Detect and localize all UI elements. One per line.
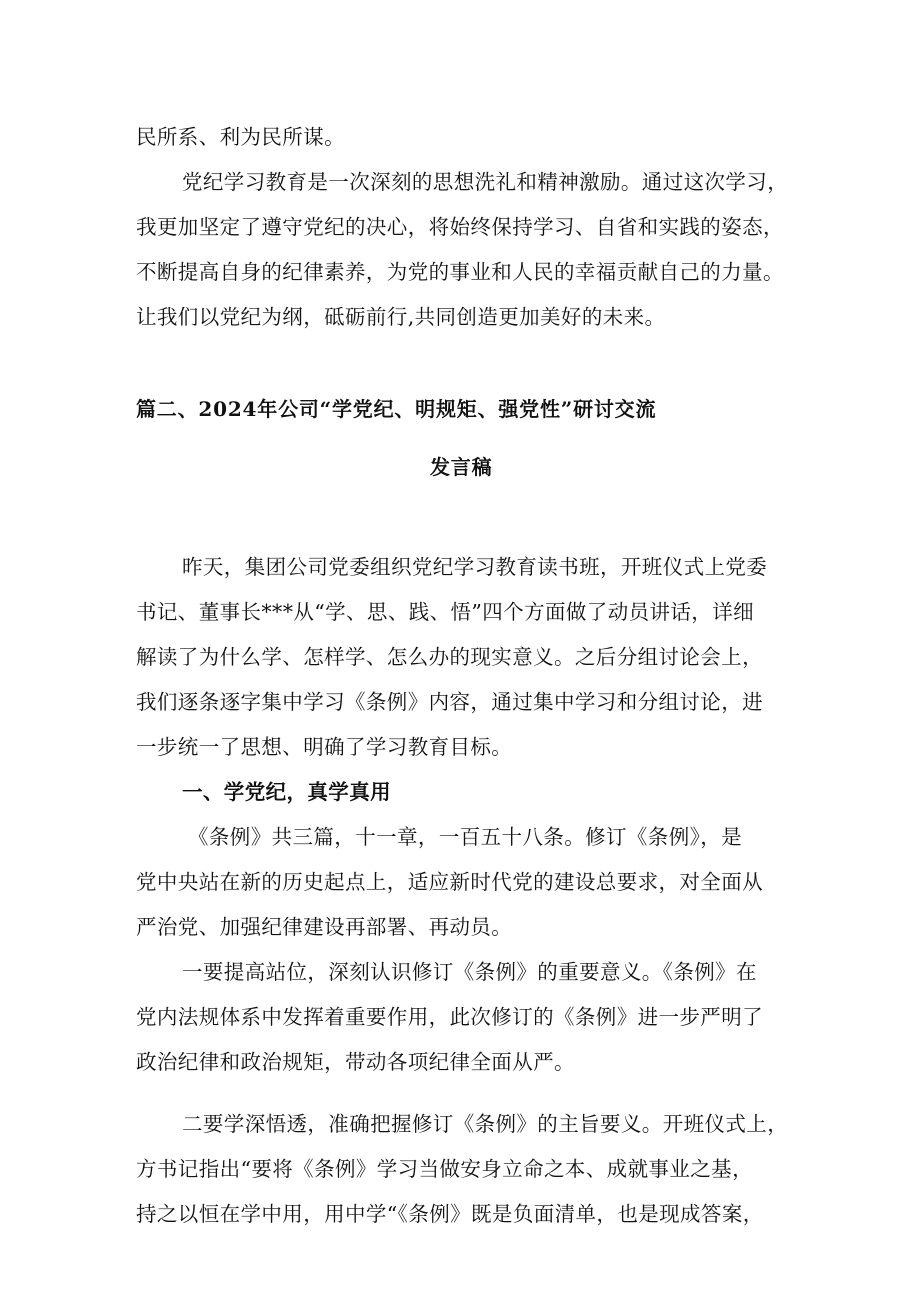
section-para1-line-2: 党中央站在新的历史起点上，适应新时代党的建设总要求，对全面从: [136, 870, 763, 894]
section-para3-line-1: 二要学深悟透，准确把握修订《条例》的主旨要义。开班仪式上，: [182, 1112, 789, 1136]
conclusion-line-4: 让我们以党纪为纲，砥砺前行,共同创造更加美好的未来。: [136, 305, 666, 329]
intro-line-2: 书记、董事长***从“学、思、践、悟”四个方面做了动员讲话，详细: [136, 600, 755, 624]
conclusion-line-3: 不断提高自身的纪律素养，为党的事业和人民的幸福贡献自己的力量。: [136, 260, 784, 284]
conclusion-line-1: 党纪学习教育是一次深刻的思想洗礼和精神激励。通过这次学习，: [182, 170, 789, 194]
intro-line-5: 一步统一了思想、明确了学习教育目标。: [136, 735, 513, 759]
section-para1-line-1: 《条例》共三篇，十一章，一百五十八条。修订《条例》，是: [188, 825, 743, 849]
subsection-title: 一、学党纪，真学真用: [182, 780, 391, 804]
section-para2-line-2: 党内法规体系中发挥着重要作用，此次修订的《条例》进一步严明了: [136, 1005, 763, 1029]
section-para3-line-2: 方书记指出“要将《条例》学习当做安身立命之本、成就事业之基，: [136, 1157, 753, 1181]
intro-line-1: 昨天，集团公司党委组织党纪学习教育读书班，开班仪式上党委: [182, 555, 768, 579]
section-para1-line-3: 严治党、加强纪律建设再部署、再动员。: [136, 915, 513, 939]
section-para3-line-3: 持之以恒在学中用，用中学“《条例》既是负面清单，也是现成答案，: [136, 1202, 764, 1226]
section-heading-line-2: 发言稿: [430, 455, 493, 479]
conclusion-line-2: 我更加坚定了遵守党纪的决心，将始终保持学习、自省和实践的姿态，: [136, 215, 784, 239]
section-heading-line-1: 篇二、2024年公司“学党纪、明规矩、强党性”研讨交流: [136, 397, 657, 421]
paragraph-continuation: 民所系、利为民所谋。: [136, 125, 345, 149]
intro-line-3: 解读了为什么学、怎样学、怎么办的现实意义。之后分组讨论会上，: [136, 645, 763, 669]
section-para2-line-3: 政治纪律和政治规矩，带动各项纪律全面从严。: [136, 1050, 575, 1074]
intro-line-4: 我们逐条逐字集中学习《条例》内容，通过集中学习和分组讨论，进: [136, 690, 763, 714]
section-para2-line-1: 一要提高站位，深刻认识修订《条例》的重要意义。《条例》在: [182, 960, 757, 984]
